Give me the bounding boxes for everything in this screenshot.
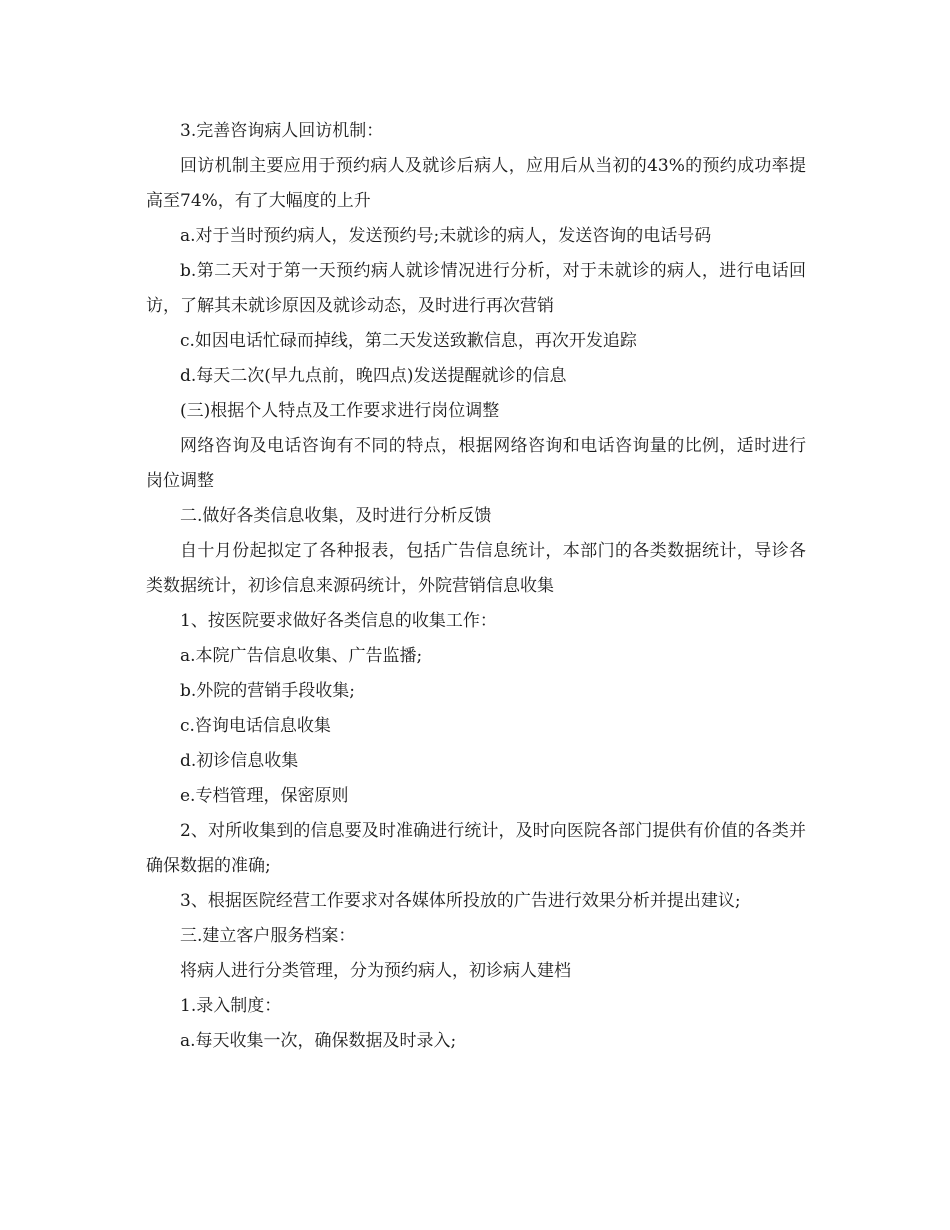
paragraph-17: 2、对所收集到的信息要及时准确进行统计，及时向医院各部门提供有价值的各类并确保数据的准确;	[146, 821, 806, 876]
paragraph-2: 回访机制主要应用于预约病人及就诊后病人，应用后从当初的43%的预约成功率提高至74%，有了大幅度的上升	[146, 156, 806, 211]
paragraph-8: 网络咨询及电话咨询有不同的特点，根据网络咨询和电话咨询量的比例，适时进行岗位调整	[146, 436, 806, 491]
paragraph-13: b.外院的营销手段收集;	[180, 681, 356, 701]
paragraph-18: 3、根据医院经营工作要求对各媒体所投放的广告进行效果分析并提出建议;	[180, 891, 741, 911]
paragraph-1: 3.完善咨询病人回访机制：	[180, 121, 384, 141]
paragraph-11: 1、按医院要求做好各类信息的收集工作：	[180, 611, 497, 631]
paragraph-16: e.专档管理，保密原则	[180, 786, 349, 806]
document-body	[146, 114, 806, 1059]
paragraph-22: a.每天收集一次，确保数据及时录入;	[180, 1031, 457, 1051]
paragraph-14: c.咨询电话信息收集	[180, 716, 331, 736]
paragraph-19: 三.建立客户服务档案：	[180, 926, 356, 946]
paragraph-21: 1.录入制度：	[180, 996, 282, 1016]
paragraph-6: d.每天二次(早九点前，晚四点)发送提醒就诊的信息	[180, 366, 567, 386]
paragraph-4: b.第二天对于第一天预约病人就诊情况进行分析，对于未就诊的病人，进行电话回访，了解其未就诊原因及就诊动态，及时进行再次营销	[146, 261, 806, 316]
paragraph-3: a.对于当时预约病人，发送预约号;未就诊的病人，发送咨询的电话号码	[180, 226, 712, 246]
paragraph-15: d.初诊信息收集	[180, 751, 299, 771]
paragraph-10: 自十月份起拟定了各种报表，包括广告信息统计，本部门的各类数据统计，导诊各类数据统计，初诊信息来源码统计，外院营销信息收集	[146, 541, 806, 596]
paragraph-7: (三)根据个人特点及工作要求进行岗位调整	[180, 401, 500, 421]
paragraph-5: c.如因电话忙碌而掉线，第二天发送致歉信息，再次开发追踪	[180, 331, 637, 351]
paragraph-12: a.本院广告信息收集、广告监播;	[180, 646, 423, 666]
paragraph-20: 将病人进行分类管理，分为预约病人，初诊病人建档	[180, 961, 571, 981]
paragraph-9: 二.做好各类信息收集，及时进行分析反馈	[180, 506, 492, 526]
